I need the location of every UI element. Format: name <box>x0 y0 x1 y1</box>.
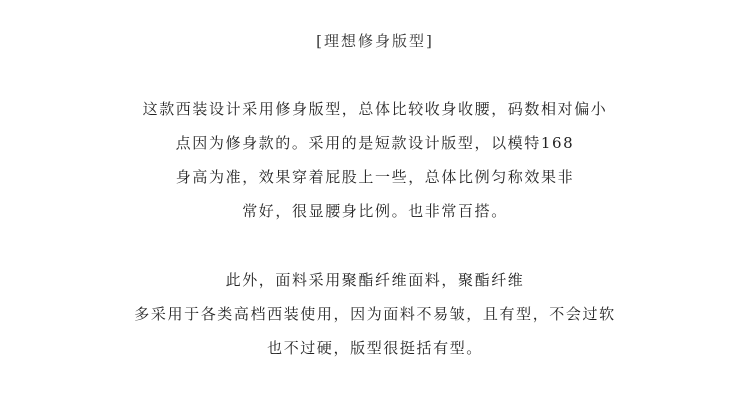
fabric-description-paragraph <box>0 263 750 365</box>
paragraph-line: 身高为准，效果穿着屁股上一些，总体比例匀称效果非 <box>175 168 575 186</box>
fit-description-paragraph <box>0 92 750 228</box>
paragraph-line: 常好，很显腰身比例。也非常百搭。 <box>242 202 508 220</box>
paragraph-line: 多采用于各类高档西装使用，因为面料不易皱，且有型，不会过软 <box>134 305 616 323</box>
paragraph-line: 此外，面料采用聚酯纤维面料，聚酯纤维 <box>225 271 525 289</box>
paragraph-line: 点因为修身款的。采用的是短款设计版型，以模特168 <box>175 134 575 152</box>
paragraph-line: 也不过硬，版型很挺括有型。 <box>267 339 483 357</box>
paragraph-line: 这款西装设计采用修身版型，总体比较收身收腰，码数相对偏小 <box>142 100 608 118</box>
section-heading: [理想修身版型] <box>316 32 434 50</box>
